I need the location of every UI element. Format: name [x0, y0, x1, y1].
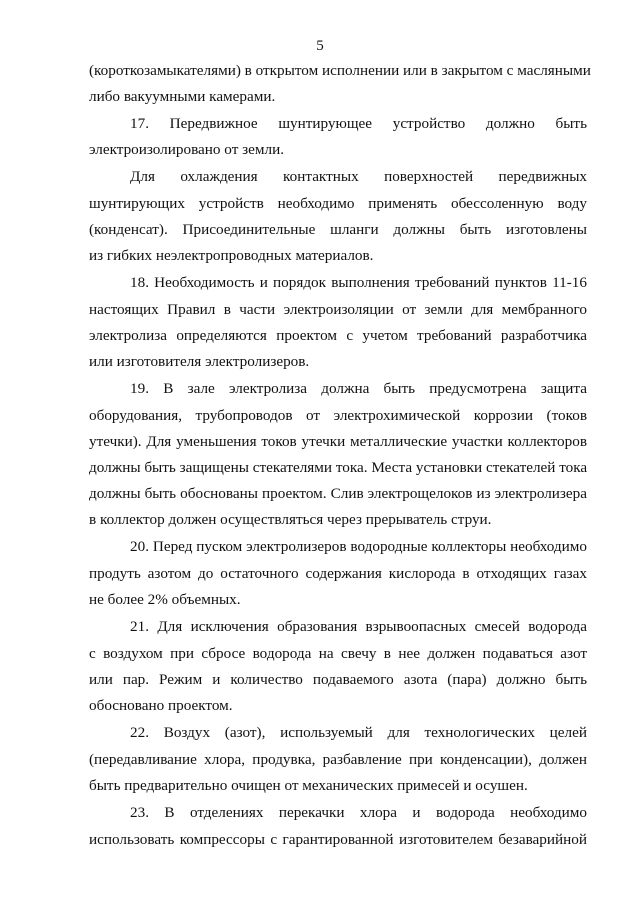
- text-line: из гибких неэлектропроводных материалов.: [89, 247, 374, 264]
- text-line: (короткозамыкателями) в открытом исполнении или в закрытом с масляными: [89, 62, 591, 79]
- text-line: с воздухом при сбросе водорода на свечу в нее должен подаваться азот: [89, 645, 587, 662]
- paragraph-21-line: 21. Для исключения образования взрывоопасных смесей водорода: [130, 618, 587, 635]
- paragraph-22-line: 22. Воздух (азот), используемый для технологических целей: [130, 724, 587, 741]
- text-line: (конденсат). Присоединительные шланги должны быть изготовлены: [89, 221, 587, 238]
- text-line: или пар. Режим и количество подаваемого азота (пара) должно быть: [89, 671, 587, 688]
- paragraph-19-line: 19. В зале электролиза должна быть предусмотрена защита: [130, 380, 587, 397]
- paragraph-23-line: 23. В отделениях перекачки хлора и водорода необходимо: [130, 804, 587, 821]
- text-line: оборудования, трубопроводов от электрохимической коррозии (токов: [89, 407, 587, 424]
- text-line: настоящих Правил в части электроизоляции от земли для мембранного: [89, 301, 587, 318]
- text-line: электролиза определяются проектом с учетом требований разработчика: [89, 327, 587, 344]
- text-line: использовать компрессоры с гарантированной изготовителем безаварийной: [89, 831, 587, 848]
- text-line: электроизолировано от земли.: [89, 141, 284, 158]
- text-line: либо вакуумными камерами.: [89, 88, 276, 105]
- text-line: должны быть обоснованы проектом. Слив электрощелоков из электролизера: [89, 485, 587, 502]
- text-line: быть предварительно очищен от механических примесей и осушен.: [89, 777, 528, 794]
- text-line: обосновано проектом.: [89, 697, 233, 714]
- text-line: продуть азотом до остаточного содержания кислорода в отходящих газах: [89, 565, 587, 582]
- text-line: шунтирующих устройств необходимо применять обессоленную воду: [89, 195, 587, 212]
- text-line: в коллектор должен осуществляться через прерыватель струи.: [89, 511, 492, 528]
- text-line: Для охлаждения контактных поверхностей передвижных: [130, 168, 587, 185]
- text-line: или изготовителя электролизеров.: [89, 353, 310, 370]
- paragraph-20-line: 20. Перед пуском электролизеров водородные коллекторы необходимо: [130, 538, 587, 555]
- text-line: утечки). Для уменьшения токов утечки металлические участки коллекторов: [89, 433, 587, 450]
- page-number: 5: [316, 38, 324, 54]
- text-line: (передавливание хлора, продувка, разбавление при конденсации), должен: [89, 751, 587, 768]
- text-line: не более 2% объемных.: [89, 591, 241, 608]
- paragraph-17-line: 17. Передвижное шунтирующее устройство должно быть: [130, 115, 587, 132]
- text-line: должны быть защищены стекателями тока. Места установки стекателей тока: [89, 459, 588, 476]
- paragraph-18-line: 18. Необходимость и порядок выполнения требований пунктов 11-16: [130, 274, 587, 291]
